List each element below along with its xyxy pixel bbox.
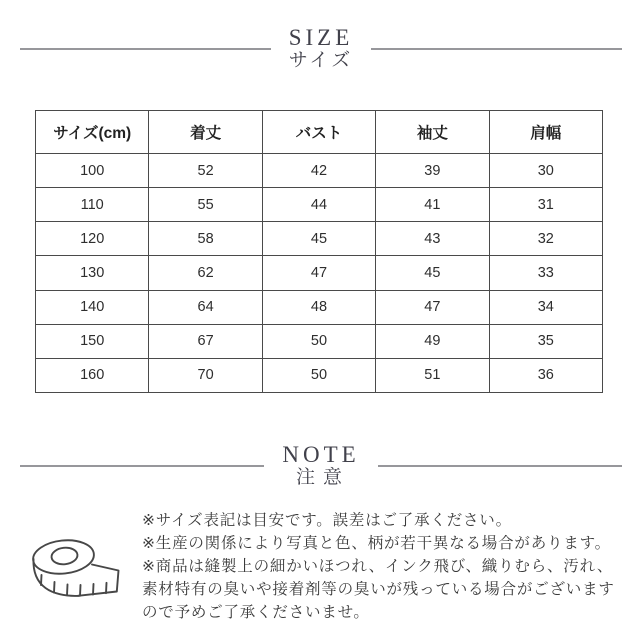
size-section-header [20, 26, 622, 72]
note-section-header [20, 443, 622, 489]
cell-sleeve: 43 [376, 222, 489, 256]
cell-length: 58 [149, 222, 262, 256]
table-row [36, 256, 603, 290]
cell-size: 140 [36, 290, 149, 324]
cell-shoulder: 34 [489, 290, 602, 324]
table-row [36, 358, 603, 392]
cell-shoulder: 31 [489, 188, 602, 222]
cell-length: 64 [149, 290, 262, 324]
note-header-right-rule [378, 465, 622, 467]
note-line-5: ので予めご了承くださいませ。 [142, 604, 370, 621]
table-row [36, 324, 603, 358]
cell-sleeve: 51 [376, 358, 489, 392]
note-line-1: ※サイズ表記は目安です。誤差はご了承ください。 [142, 512, 512, 529]
cell-shoulder: 35 [489, 324, 602, 358]
note-line-4: 素材特有の臭いや接着剤等の臭いが残っている場合がございます [142, 581, 615, 598]
cell-bust: 50 [262, 358, 375, 392]
table-row [36, 154, 603, 188]
col-header-shoulder: 肩幅 [489, 111, 602, 154]
table-row [36, 290, 603, 324]
cell-bust: 42 [262, 154, 375, 188]
cell-sleeve: 47 [376, 290, 489, 324]
note-title-ja: 注意 [296, 467, 351, 488]
cell-size: 150 [36, 324, 149, 358]
cell-sleeve: 45 [376, 256, 489, 290]
cell-sleeve: 49 [376, 324, 489, 358]
col-header-sleeve: 袖丈 [376, 111, 489, 154]
size-title-ja: サイズ [288, 50, 354, 71]
cell-size: 120 [36, 222, 149, 256]
cell-size: 160 [36, 358, 149, 392]
note-text-block [142, 509, 634, 624]
cell-length: 67 [149, 324, 262, 358]
note-line-2: ※生産の関係により写真と色、柄が若干異なる場合があります。 [142, 535, 611, 552]
table-row [36, 188, 603, 222]
cell-length: 62 [149, 256, 262, 290]
note-title-en: NOTE [282, 442, 360, 467]
cell-bust: 48 [262, 290, 375, 324]
cell-length: 55 [149, 188, 262, 222]
note-line-3: ※商品は縫製上の細かいほつれ、インク飛び、織りむら、汚れ、 [142, 558, 614, 575]
size-table-header-row [36, 111, 603, 154]
cell-size: 100 [36, 154, 149, 188]
cell-shoulder: 32 [489, 222, 602, 256]
cell-sleeve: 41 [376, 188, 489, 222]
cell-shoulder: 30 [489, 154, 602, 188]
cell-size: 130 [36, 256, 149, 290]
size-title-en: SIZE [288, 25, 354, 50]
cell-size: 110 [36, 188, 149, 222]
size-header-titles [289, 26, 354, 72]
cell-length: 70 [149, 358, 262, 392]
cell-shoulder: 33 [489, 256, 602, 290]
size-header-left-rule [20, 48, 271, 50]
cell-bust: 44 [262, 188, 375, 222]
col-header-size-cm: サイズ(cm) [36, 111, 149, 154]
cell-bust: 45 [262, 222, 375, 256]
size-table [35, 110, 603, 393]
note-header-titles [282, 443, 359, 489]
size-header-right-rule [371, 48, 622, 50]
cell-sleeve: 39 [376, 154, 489, 188]
col-header-length: 着丈 [149, 111, 262, 154]
cell-bust: 47 [262, 256, 375, 290]
measuring-tape-icon [28, 537, 122, 601]
cell-length: 52 [149, 154, 262, 188]
cell-shoulder: 36 [489, 358, 602, 392]
col-header-bust: バスト [262, 111, 375, 154]
table-row [36, 222, 603, 256]
note-header-left-rule [20, 465, 264, 467]
cell-bust: 50 [262, 324, 375, 358]
